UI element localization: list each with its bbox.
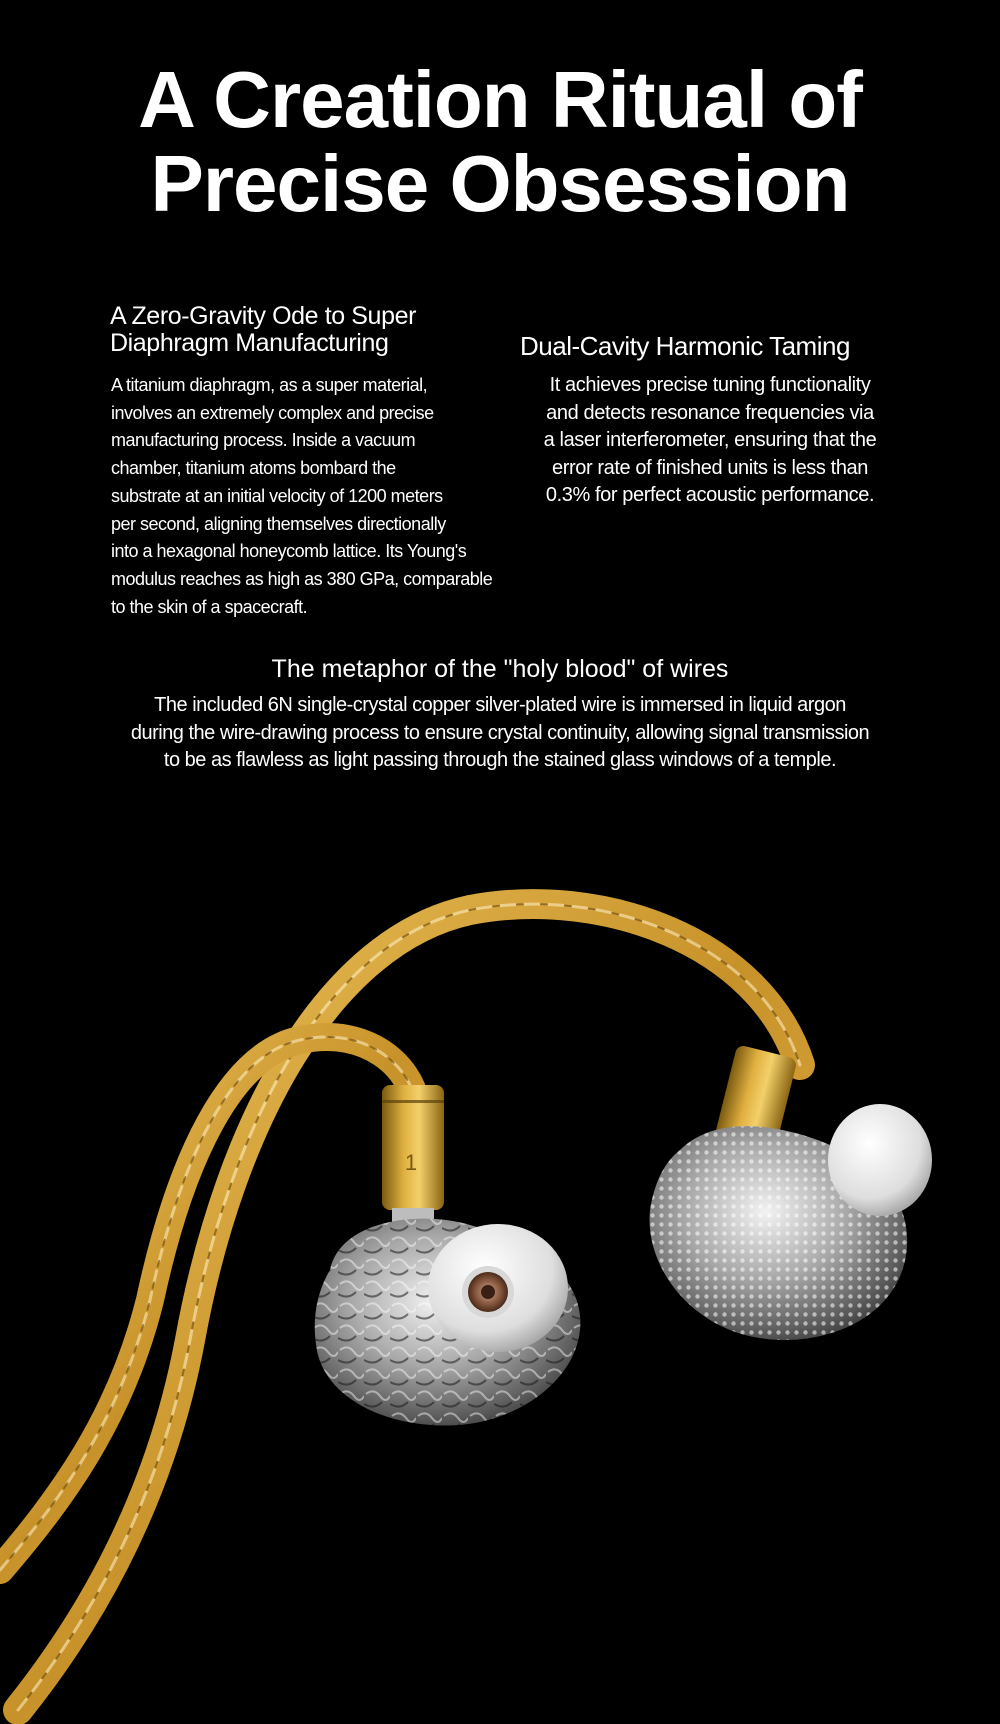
page-title-line-1: A Creation Ritual of <box>138 55 862 144</box>
harmonic-taming-description-line: 0.3% for perfect acoustic performance. <box>545 484 875 506</box>
wire-description-line: to be as flawless as light passing through the stained glass windows of a temple. <box>163 749 837 771</box>
right-earphone <box>650 1044 932 1340</box>
left-earphone <box>315 1085 581 1426</box>
wire-description-line: during the wire-drawing process to ensure crystal continuity, allowing signal transmission <box>130 721 870 744</box>
wire-description <box>0 692 1000 775</box>
diaphragm-heading-line-1: A Zero-Gravity Ode to Super <box>110 302 416 330</box>
harmonic-taming-description-line: and detects resonance frequencies via <box>546 401 874 424</box>
harmonic-taming-description <box>520 372 900 510</box>
wire-description-line: The included 6N single-crystal copper silver-plated wire is immersed in liquid argon <box>154 694 846 716</box>
diaphragm-description <box>111 372 493 621</box>
left-connector-barrel <box>382 1085 444 1210</box>
harmonic-taming-description-line: error rate of finished units is less than <box>552 456 868 479</box>
diaphragm-description-line: manufacturing process. Inside a vacuum <box>111 430 416 451</box>
diaphragm-description-line: per second, aligning themselves directionally <box>111 513 446 534</box>
diaphragm-description-line: into a hexagonal honeycomb lattice. Its Young's <box>111 541 467 562</box>
connector-mark: 1 <box>404 1150 418 1175</box>
right-eartip <box>828 1104 932 1216</box>
earphones-product-image <box>0 860 1000 1724</box>
diaphragm-heading <box>110 303 490 357</box>
harmonic-taming-description-line: It achieves precise tuning functionality <box>549 374 871 396</box>
harmonic-taming-heading: Dual-Cavity Harmonic Taming <box>520 331 850 361</box>
diaphragm-description-line: substrate at an initial velocity of 1200 meters <box>111 485 443 506</box>
harmonic-taming-description-line: a laser interferometer, ensuring that the <box>543 429 877 451</box>
wire-heading: The metaphor of the "holy blood" of wires <box>271 655 729 683</box>
diaphragm-description-line: chamber, titanium atoms bombard the <box>111 458 396 479</box>
diaphragm-description-line: A titanium diaphragm, as a super material, <box>111 375 428 395</box>
diaphragm-description-line: to the skin of a spacecraft. <box>111 596 308 617</box>
diaphragm-description-line: involves an extremely complex and precise <box>111 402 434 423</box>
diaphragm-heading-line-2: Diaphragm Manufacturing <box>110 329 389 357</box>
page-title-line-2: Precise Obsession <box>150 139 850 228</box>
diaphragm-description-line: modulus reaches as high as 380 GPa, comparable <box>111 568 493 589</box>
page-title <box>0 55 1000 228</box>
